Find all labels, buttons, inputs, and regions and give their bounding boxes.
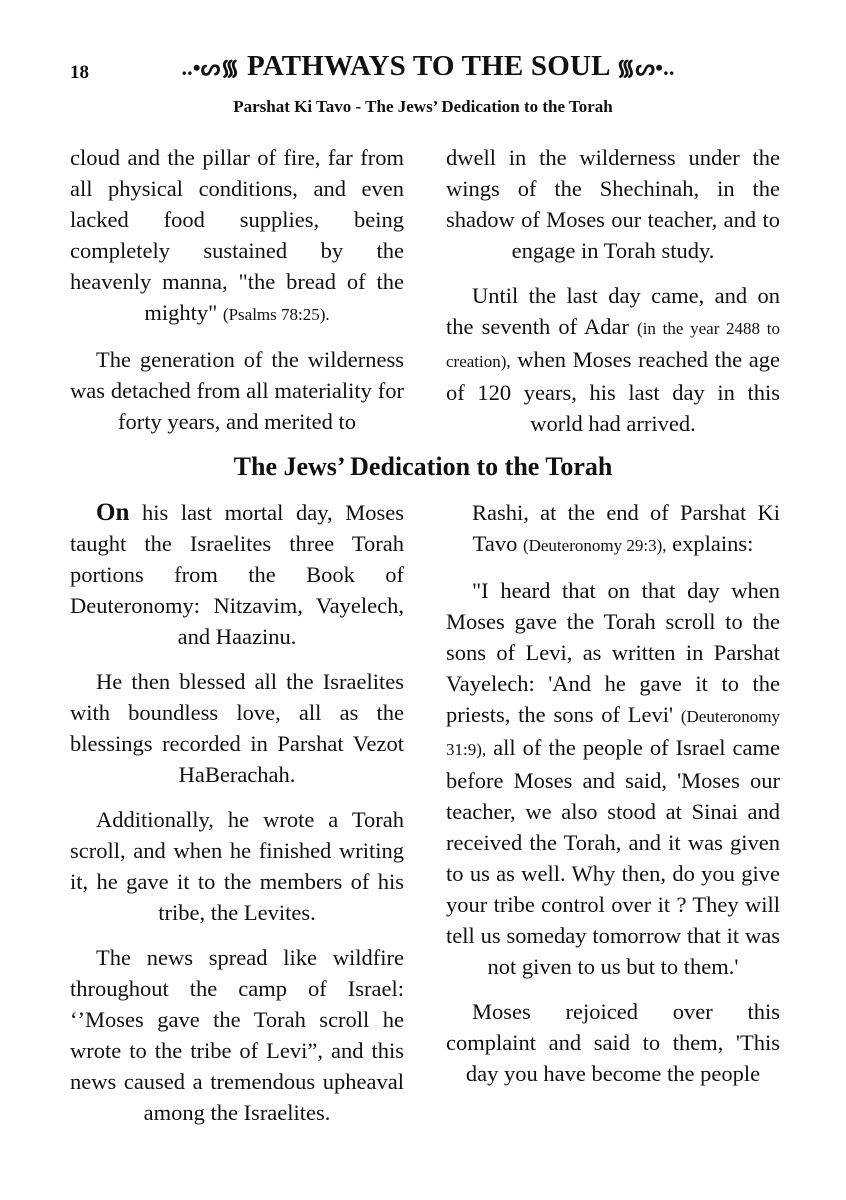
citation: (Deuteronomy 29:3), (522, 536, 667, 555)
book-title: PATHWAYS TO THE SOUL (246, 50, 610, 82)
paragraph-text: explains: (666, 531, 754, 556)
paragraph (70, 142, 404, 330)
paragraph-text: when Moses reached the age of 120 years, his last day in this world had arrived. (446, 347, 780, 436)
page-number: 18 (70, 62, 89, 83)
running-header (128, 50, 728, 83)
paragraph-text: "I heard that on that day when Moses gave the Torah scroll to the sons of Levi, as written in Parshat Vayelech: 'And he gave it to the priests, the sons of Levi' (446, 578, 780, 727)
column-right-bottom (446, 497, 780, 1089)
paragraph: The news spread like wildfire throughout the camp of Israel: ‘’Moses gave the Torah scroll he wrote to the tribe of Levi”, and this news caused a tremendous upheaval among the Israelites. (70, 945, 404, 1125)
paragraph-text: cloud and the pillar of fire, far from all physical conditions, and even lacked food supplies, being completely sustained by the heavenly manna, "the bread of the mighty" (70, 145, 404, 325)
column-left-top (70, 142, 404, 437)
paragraph (446, 497, 780, 561)
column-left-bottom (70, 497, 404, 1128)
paragraph (70, 497, 404, 652)
citation: (Psalms 78:25). (222, 305, 330, 324)
paragraph: He then blessed all the Israelites with boundless love, all as the blessings recorded in Parshat Vezot HaBerachah. (70, 669, 404, 787)
column-right-top (446, 142, 780, 439)
citation: (in the year 2488 to creation), (446, 319, 780, 371)
ornament-right-icon: ᯾ᔕ•.. (616, 55, 675, 80)
paragraph: dwell in the wilderness under the wings of the Shechinah, in the shadow of Moses our teacher, and to engage in Torah study. (446, 145, 780, 263)
paragraph-text: Until the last day came, and on the seventh of Adar (446, 283, 780, 339)
paragraph: The generation of the wilderness was detached from all materiality for forty years, and merited to (70, 347, 404, 434)
paragraph-text: his last mortal day, Moses taught the Israelites three Torah portions from the Book of Deuteronomy: Nitzavim, Vayelech, and Haazinu. (70, 500, 404, 649)
section-heading: The Jews’ Dedication to the Torah (233, 452, 613, 481)
paragraph: Additionally, he wrote a Torah scroll, and when he finished writing it, he gave it to the members of his tribe, the Levites. (70, 807, 404, 925)
citation: (Deuteronomy 31:9), (446, 707, 780, 759)
paragraph (446, 280, 780, 439)
chapter-subtitle: Parshat Ki Tavo - The Jews’ Dedication to the Torah (233, 97, 613, 116)
paragraph-text: Rashi, at the end of Parshat Ki Tavo (472, 500, 780, 556)
paragraph: Moses rejoiced over this complaint and said to them, 'This day you have become the people (446, 999, 780, 1086)
paragraph (446, 575, 780, 982)
lead-word: On (96, 499, 130, 526)
paragraph-text: all of the people of Israel came before Moses and said, 'Moses our teacher, we also stood at Sinai and received the Torah, and it was given to us as well. Why then, do you give your tribe control over it ? They will tell us someday tomorrow that it was not given to us but to them.' (446, 735, 780, 979)
ornament-left-icon: ..•ᔕ᯾ (181, 55, 240, 80)
